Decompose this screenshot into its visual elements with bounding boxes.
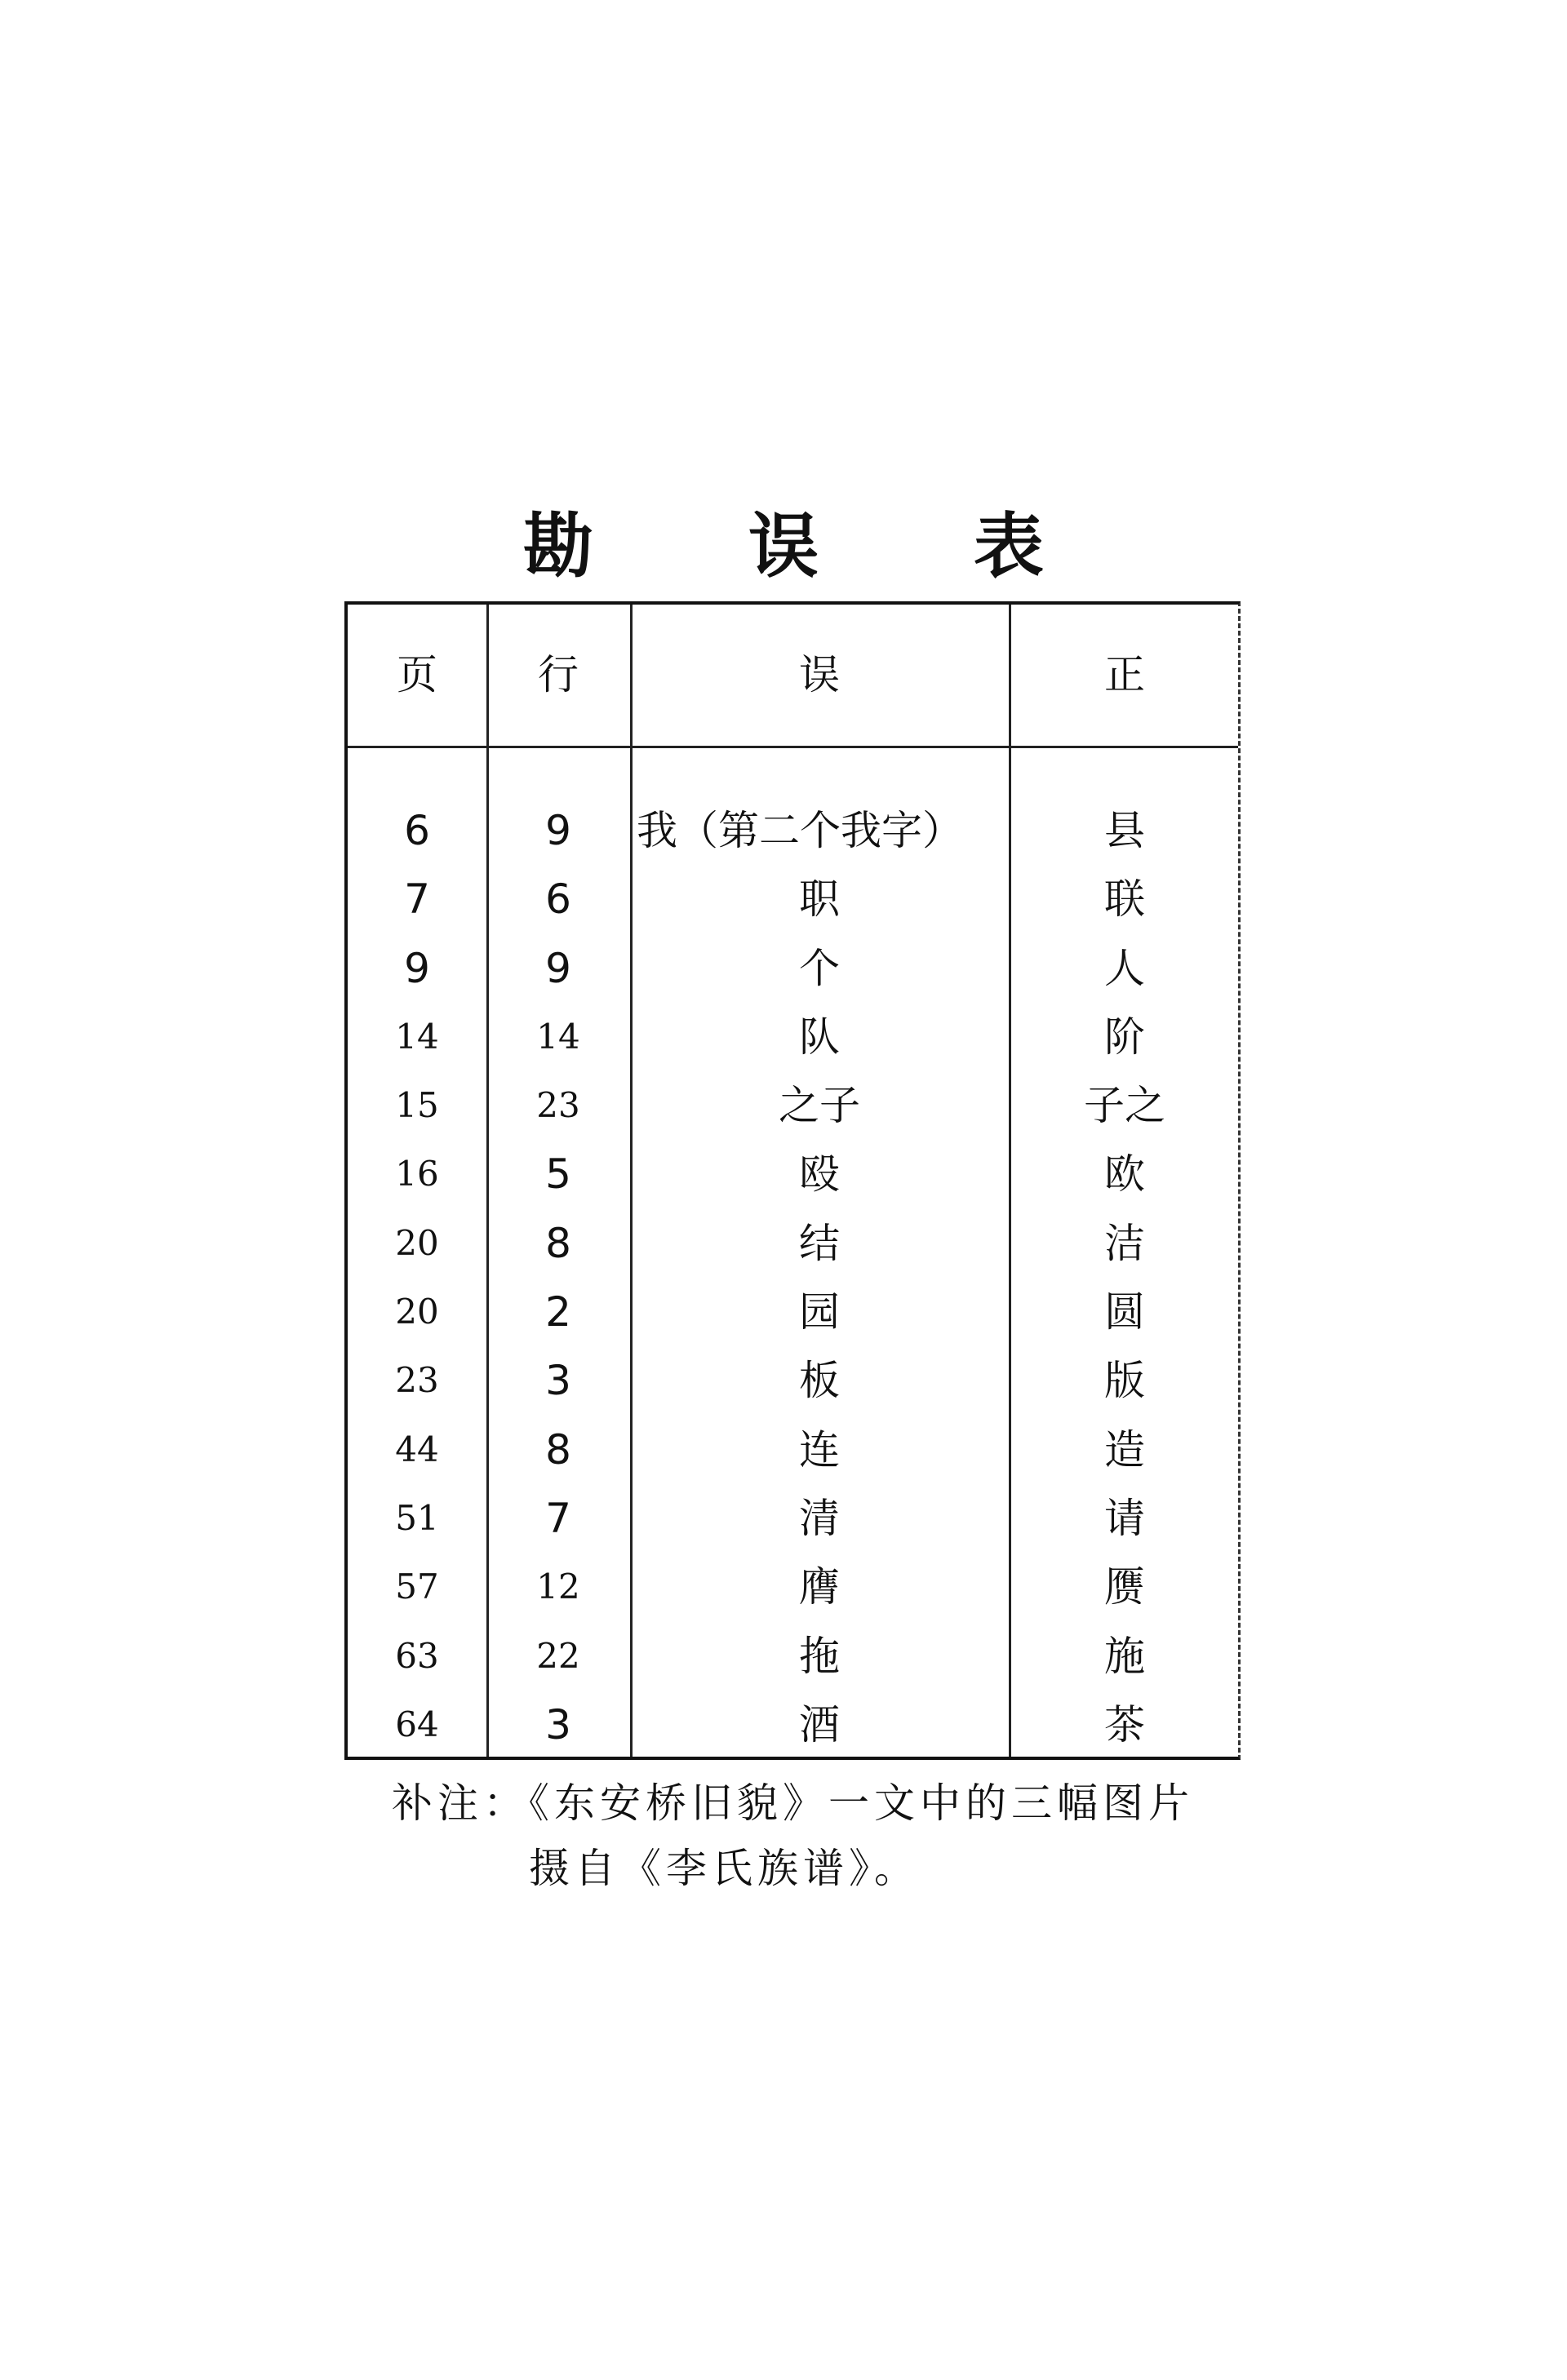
cell-page: 63: [395, 1635, 439, 1676]
page-title: 勘 误 表: [523, 506, 1109, 587]
cell-wrong: 酒: [799, 1700, 840, 1748]
header-divider: [348, 746, 1238, 748]
cell-wrong: 膺: [799, 1563, 840, 1611]
cell-wrong: 连: [799, 1425, 840, 1474]
cell-wrong: 之子: [779, 1082, 860, 1130]
table-row: [348, 1553, 1238, 1621]
cell-wrong: 队: [799, 1013, 840, 1061]
cell-line: 8: [545, 1219, 571, 1267]
supplementary-note: [392, 1771, 1241, 1901]
cell-page: 57: [395, 1567, 439, 1607]
cell-page: 44: [395, 1429, 439, 1469]
table-body: [348, 796, 1238, 1759]
cell-page: 20: [395, 1222, 439, 1263]
cell-wrong: 板: [799, 1357, 840, 1405]
table-header: [348, 605, 1238, 746]
cell-line: 9: [545, 944, 571, 992]
table-row: [348, 1003, 1238, 1071]
note-line-1: 补注：《东安桥旧貌》一文中的三幅图片: [392, 1779, 1194, 1827]
cell-page: 64: [395, 1704, 439, 1744]
cell-wrong: 清: [799, 1494, 840, 1542]
table-row: [348, 1484, 1238, 1553]
cell-line: 2: [545, 1288, 571, 1336]
cell-line: 3: [545, 1700, 571, 1748]
table-row: [348, 1278, 1238, 1346]
cell-correct: 造: [1104, 1425, 1145, 1474]
table-row: [348, 1416, 1238, 1484]
cell-line: 12: [536, 1567, 580, 1607]
cell-correct: 联: [1104, 875, 1145, 924]
header-wrong: 误: [799, 651, 840, 698]
cell-page: 7: [404, 875, 430, 924]
cell-page: 23: [395, 1360, 439, 1401]
cell-line: 23: [536, 1085, 580, 1126]
cell-line: 6: [545, 875, 571, 924]
table-row: [348, 865, 1238, 933]
cell-page: 15: [395, 1085, 439, 1126]
cell-line: 7: [545, 1494, 571, 1542]
cell-correct: 版: [1104, 1357, 1145, 1405]
cell-correct: 子之: [1084, 1082, 1165, 1130]
table-row: [348, 1071, 1238, 1140]
cell-page: 6: [404, 807, 430, 854]
cell-line: 8: [545, 1425, 571, 1474]
cell-correct: 茶: [1104, 1700, 1145, 1748]
table-row: [348, 934, 1238, 1003]
table-row: [348, 1622, 1238, 1691]
table-row: [348, 1691, 1238, 1759]
cell-correct: 请: [1104, 1494, 1145, 1542]
cell-correct: 圆: [1104, 1288, 1145, 1336]
header-line: 行: [538, 651, 579, 698]
cell-wrong: 园: [799, 1288, 840, 1336]
cell-correct: 施: [1104, 1632, 1145, 1680]
cell-correct: 欧: [1104, 1150, 1145, 1199]
cell-page: 9: [404, 944, 430, 992]
table-row: [348, 1346, 1238, 1415]
cell-page: 20: [395, 1292, 439, 1332]
cell-wrong: 殴: [799, 1150, 840, 1199]
cell-page: 14: [395, 1016, 439, 1057]
header-correct: 正: [1104, 651, 1145, 698]
cell-wrong: 我（第二个我字）: [637, 807, 963, 854]
errata-table: [344, 601, 1241, 1760]
table-row: [348, 1140, 1238, 1208]
cell-wrong: 结: [799, 1219, 840, 1267]
cell-line: 22: [536, 1635, 580, 1676]
cell-correct: 洁: [1104, 1219, 1145, 1267]
cell-line: 9: [545, 807, 571, 854]
note-line-2: 摄自《李氏族谱》。: [529, 1845, 920, 1892]
cell-line: 14: [536, 1016, 580, 1057]
cell-page: 16: [395, 1154, 439, 1194]
cell-correct: 县: [1104, 807, 1145, 854]
cell-wrong: 职: [799, 875, 840, 924]
cell-wrong: 个: [799, 944, 840, 992]
cell-wrong: 拖: [799, 1632, 840, 1680]
header-page: 页: [397, 651, 437, 698]
cell-line: 3: [545, 1357, 571, 1405]
cell-line: 5: [545, 1150, 571, 1199]
table-row: [348, 1209, 1238, 1278]
cell-page: 51: [395, 1497, 439, 1538]
cell-correct: 人: [1104, 944, 1145, 992]
cell-correct: 赝: [1104, 1563, 1145, 1611]
table-row: [348, 796, 1238, 865]
cell-correct: 阶: [1104, 1013, 1145, 1061]
